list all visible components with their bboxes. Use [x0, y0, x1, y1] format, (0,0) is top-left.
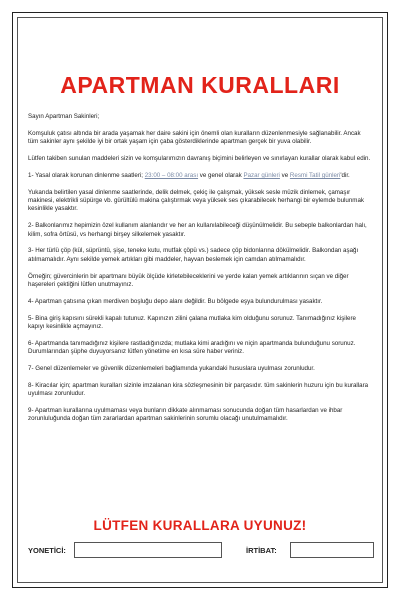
rule-1	[28, 172, 372, 180]
rule-1-prefix: 1- Yasal olarak korunan dinlenme saatleri;	[28, 171, 145, 179]
rule-1-and: ve	[279, 171, 290, 179]
rule-1-holidays: Resmi Tatil günleri	[289, 171, 341, 179]
contact-field[interactable]	[290, 542, 374, 558]
signature-row	[28, 542, 372, 560]
rule-3-detail: Örneğin; güvercinlerin bir apartmanı büyük ölçüde kirletebileceklerini ve yerde kalan yemek artıklarının sıçan ve diğer haşereleri çektiğini lütfen unutmayınız.	[28, 272, 349, 289]
intro-paragraph: Komşuluk çatısı altında bir arada yaşamak her daire sakini için önemli olan kuralların düzenlenmesiyle sağlanabilir. Ancak tüm sakinler aynı şekilde iyi bir ortak yaşam için çaba gösterdiklerinde apartman gerçek bir yuva olabilir.	[28, 129, 361, 146]
rule-6: 6- Apartmanda tanımadığınız kişilere rastladığınızda; mutlaka kimi aradığını ve niçin apartmanda bulunduğunu sorunuz. Durumlarından şüphe duyuyorsanız lütfen yönetime en kısa süre haber veriniz.	[28, 339, 356, 356]
greeting: Sayın Apartman Sakinleri;	[28, 113, 100, 120]
manager-label: YONETİCİ:	[28, 546, 66, 555]
rule-2: 2- Balkonlarımız hepimizin özel kullanım alanlarıdır ve her an kullanılabileceği düşünülmelidir. Bu sebeple balkonlardan halı, kilim, sofra örtüsü, vs herhangi birşey silkelemek yasaktır.	[28, 222, 367, 238]
rule-1-suffix: 'dir.	[340, 171, 350, 179]
intro-paragraph-2: Lütfen takiben sunulan maddeleri sizin ve komşularımızın davranış biçimini belirleyen ve sınırlayan kurallar olarak kabul edin.	[28, 155, 371, 162]
rule-5: 5- Bina giriş kapısını sürekli kapalı tutunuz. Kapınızın zilini çalana mutlaka kim olduğunu sorunuz. Tanımadığınız kişilere kapıyı kesinlikle açmayınız.	[28, 314, 356, 331]
rule-1-detail: Yukarıda belirtilen yasal dinlenme saatlerinde, delik delmek, çekiç ile çalışmak, yüksek sesle müzik dinlemek, çamaşır makinesi, elektrikli süpürge vb. gürültülü makina çalıştırmak veya yüksek ses çıkarabilecek herhangi bir eylemde bulunmak kesinlikle yasaktır.	[28, 188, 364, 213]
rule-4: 4- Apartman çatısına çıkan merdiven boşluğu depo alanı değildir. Bu bölgede eşya bulundurulması yasaktır.	[28, 297, 323, 305]
manager-field[interactable]	[74, 542, 222, 558]
rule-3: 3- Her türlü çöp (kül, süprüntü, şişe, teneke kutu, mutfak çöpü vs.) sadece çöp bidonlarına dökülmelidir. Balkondan aşağı atılmamalıdır. Aynı sekilde yemek artıkları gibi maddeler, hayvan beslemek için camdan atılmamalıdır.	[28, 247, 359, 263]
rule-8: 8- Kiracılar için; apartman kuralları sizinle imzalanan kira sözleşmesinin bir parçasıdır. tüm sakinlerin huzuru için bu kurallara uyulması zorunludur.	[28, 381, 369, 398]
rule-1-mid: ve genel olarak	[198, 171, 244, 179]
sign-page	[12, 12, 388, 588]
rule-1-days: Pazar günleri	[243, 171, 280, 179]
rule-1-hours: 23:00 – 08:00 arası	[144, 171, 199, 179]
sign-inner-border	[17, 17, 383, 583]
footer-warning: LÜTFEN KURALLARA UYUNUZ!	[93, 518, 307, 533]
rule-9: 9- Apartman kurallarına uyulmaması veya bunların dikkate alınmaması sonucunda doğan tüm hasarlardan ve ihbar zorunluluğunda doğan tüm zararlardan apartman sakinlerinin sorumlu olacağı unutulmamalıdır.	[28, 407, 343, 423]
rule-7: 7- Genel düzenlemeler ve güvenlik düzenlemeleri bağlamında yukarıdaki hususlara uyulması zorunludur.	[28, 365, 315, 373]
contact-label: İRTİBAT:	[246, 546, 277, 555]
page-title: APARTMAN KURALLARI	[60, 72, 340, 98]
rules-body	[28, 113, 372, 424]
